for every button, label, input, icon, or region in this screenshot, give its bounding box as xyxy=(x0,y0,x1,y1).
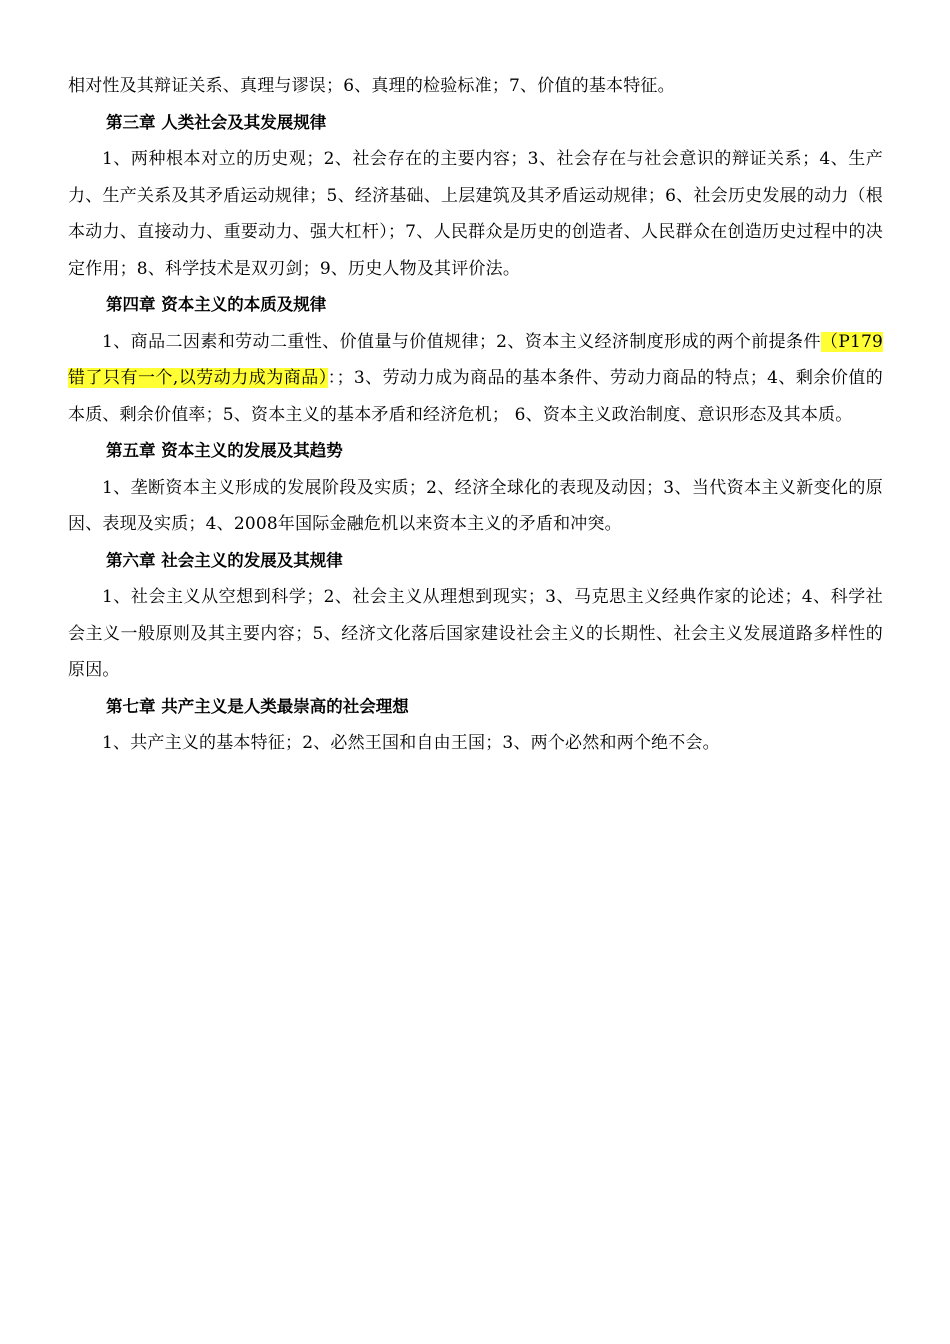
chapter-7-body: 1、共产主义的基本特征；2、必然王国和自由王国；3、两个必然和两个绝不会。 xyxy=(102,733,720,753)
chapter-5-heading: 第五章 资本主义的发展及其趋势 xyxy=(106,441,343,460)
intro-paragraph: 相对性及其辩证关系、真理与谬误；6、真理的检验标准；7、价值的基本特征。 xyxy=(68,76,675,96)
chapter-3-body: 1、两种根本对立的历史观；2、社会存在的主要内容；3、社会存在与社会意识的辩证关系；4、生产力、生产关系及其矛盾运动规律；5、经济基础、上层建筑及其矛盾运动规律；6、社会历史发展的动力（根本动力、直接动力、重要动力、强大杠杆）；7、人民群众是历史的创造者、人民群众在创造历史过程中的决定作用；8、科学技术是双刃剑；9、历史人物及其评价法。 xyxy=(68,149,883,279)
chapter-6-heading: 第六章 社会主义的发展及其规律 xyxy=(106,550,343,570)
document-page xyxy=(68,68,883,762)
chapter-6-body: 1、社会主义从空想到科学；2、社会主义从理想到现实；3、马克思主义经典作家的论述；4、科学社会主义一般原则及其主要内容；5、经济文化落后国家建设社会主义的长期性、社会主义发展道路多样性的原因。 xyxy=(68,587,883,680)
chapter-4-body-start: 1、商品二因素和劳动二重性、价值量与价值规律；2、资本主义经济制度形成的两个前提条件 xyxy=(102,331,821,352)
chapter-4-body xyxy=(68,324,883,434)
chapter-4-heading: 第四章 资本主义的本质及规律 xyxy=(106,295,327,314)
chapter-5-body: 1、垄断资本主义形成的发展阶段及实质；2、经济全球化的表现及动因；3、当代资本主义新变化的原因、表现及实质；4、2008年国际金融危机以来资本主义的矛盾和冲突。 xyxy=(68,477,883,534)
chapter-4-body-end: ：；3、劳动力成为商品的基本条件、劳动力商品的特点；4、剩余价值的本质、剩余价值率；5、资本主义的基本矛盾和经济危机； 6、资本主义政治制度、意识形态及其本质。 xyxy=(68,368,883,425)
chapter-3-heading: 第三章 人类社会及其发展规律 xyxy=(106,112,327,132)
chapter-7-heading: 第七章 共产主义是人类最崇高的社会理想 xyxy=(106,696,409,716)
highlighted-note: （P179错了只有一个,以劳动力成为商品） xyxy=(68,331,884,388)
